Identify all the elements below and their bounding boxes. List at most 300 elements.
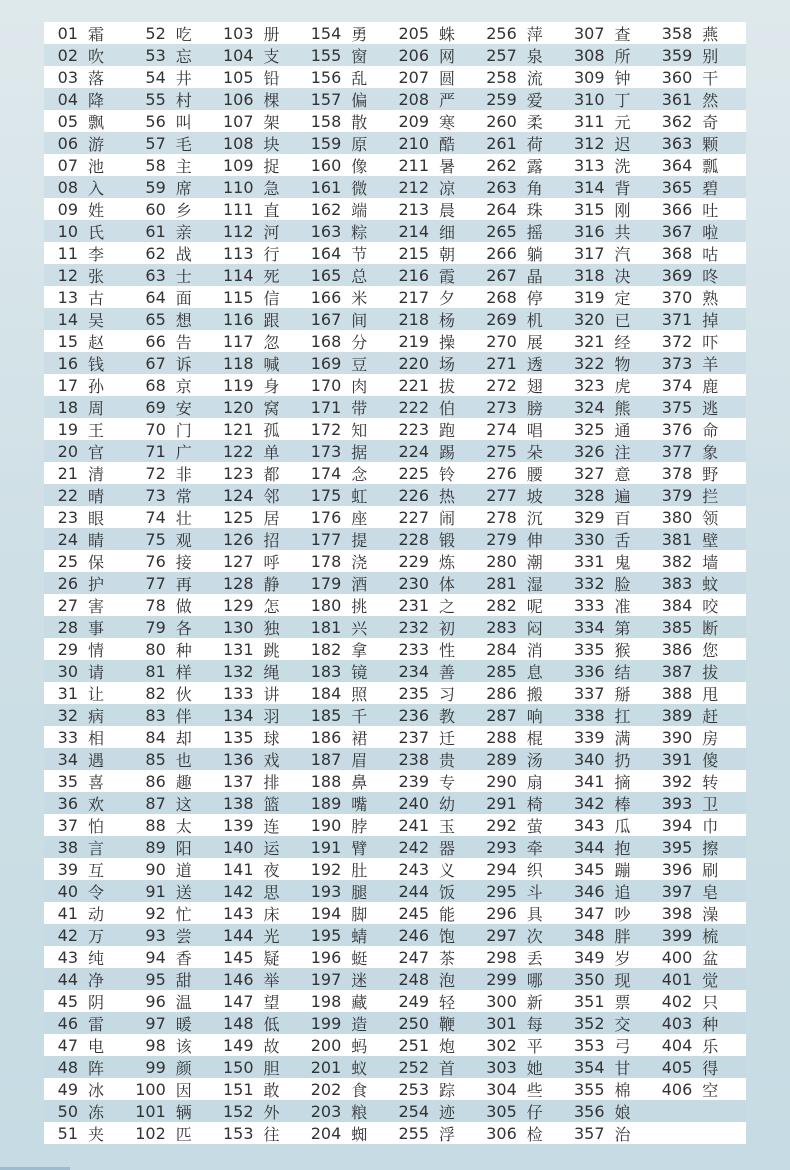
table-cell: [571, 1100, 659, 1122]
char-number: 127: [222, 551, 254, 571]
char-glyph: 伙: [175, 684, 192, 704]
char-glyph: 夹: [88, 1124, 105, 1144]
table-cell: [44, 506, 132, 528]
char-glyph: 朵: [526, 442, 543, 462]
char-number: 11: [57, 243, 78, 263]
table-cell: [395, 550, 483, 572]
table-cell: [658, 352, 746, 374]
table-cell: [132, 1100, 220, 1122]
table-cell: [658, 462, 746, 484]
char-number: 290: [486, 771, 517, 791]
char-number: 377: [661, 441, 693, 461]
table-row: [44, 858, 746, 880]
table-cell: [395, 748, 483, 770]
table-cell: [132, 990, 220, 1012]
char-number: 260: [486, 111, 517, 131]
table-cell: [220, 594, 308, 616]
char-number: 364: [661, 155, 693, 175]
char-number: 307: [573, 23, 605, 43]
table-row: [44, 638, 746, 660]
char-glyph: 流: [526, 68, 543, 88]
table-cell: [44, 616, 132, 638]
table-cell: [483, 682, 571, 704]
char-number: 150: [222, 1057, 254, 1077]
char-glyph: 羽: [263, 706, 280, 726]
char-glyph: 初: [439, 618, 456, 638]
char-glyph: 照: [351, 684, 368, 704]
table-cell: [44, 22, 132, 44]
char-number: 273: [486, 397, 517, 417]
char-glyph: 轻: [439, 992, 456, 1012]
table-cell: [483, 704, 571, 726]
table-cell: [307, 220, 395, 242]
table-cell: [44, 660, 132, 682]
table-cell: [220, 528, 308, 550]
char-number: 204: [310, 1123, 342, 1143]
char-glyph: 铃: [439, 464, 456, 484]
char-number: 49: [57, 1079, 78, 1099]
table-cell: [483, 132, 571, 154]
table-cell: [395, 242, 483, 264]
table-row: [44, 550, 746, 572]
table-cell: [483, 440, 571, 462]
char-glyph: 热: [439, 486, 456, 506]
char-number: 134: [222, 705, 254, 725]
char-number: 238: [398, 749, 429, 769]
char-glyph: 孤: [263, 420, 280, 440]
table-cell: [307, 396, 395, 418]
table-row: [44, 902, 746, 924]
char-number: 131: [222, 639, 254, 659]
char-glyph: 交: [614, 1014, 631, 1034]
char-glyph: 遇: [88, 750, 105, 770]
table-cell: [44, 264, 132, 286]
char-number: 254: [398, 1101, 429, 1121]
char-number: 138: [222, 793, 254, 813]
table-cell: [307, 1078, 395, 1100]
char-glyph: 注: [614, 442, 631, 462]
table-cell: [220, 352, 308, 374]
char-glyph: 定: [614, 288, 631, 308]
char-glyph: 甘: [614, 1058, 631, 1078]
char-glyph: 吹: [88, 46, 105, 66]
char-number: 37: [57, 815, 78, 835]
char-glyph: 念: [351, 464, 368, 484]
table-cell: [395, 1122, 483, 1144]
char-number: 405: [661, 1057, 693, 1077]
table-cell: [658, 198, 746, 220]
char-number: 153: [222, 1123, 254, 1143]
char-glyph: 萍: [526, 24, 543, 44]
char-number: 322: [573, 353, 605, 373]
char-number: 200: [310, 1035, 342, 1055]
char-number: 118: [222, 353, 254, 373]
char-number: 67: [145, 353, 166, 373]
char-glyph: 这: [175, 794, 192, 814]
char-number: 266: [486, 243, 517, 263]
char-glyph: 阴: [88, 992, 105, 1012]
table-cell: [483, 572, 571, 594]
table-cell: [395, 330, 483, 352]
char-glyph: 端: [351, 200, 368, 220]
table-cell: [395, 352, 483, 374]
char-number: 356: [573, 1101, 605, 1121]
char-glyph: 房: [702, 728, 719, 748]
table-cell: [220, 924, 308, 946]
char-glyph: 匹: [175, 1124, 192, 1144]
table-cell: [571, 550, 659, 572]
char-glyph: 都: [263, 464, 280, 484]
char-number: 249: [398, 991, 429, 1011]
char-glyph: 偏: [351, 90, 368, 110]
char-glyph: 氏: [88, 222, 105, 242]
table-cell: [483, 594, 571, 616]
char-glyph: 扛: [614, 706, 631, 726]
char-glyph: 炮: [439, 1036, 456, 1056]
char-glyph: 性: [439, 640, 456, 660]
table-cell: [307, 462, 395, 484]
char-glyph: 诉: [175, 354, 192, 374]
table-cell: [658, 770, 746, 792]
char-glyph: 元: [614, 112, 631, 132]
char-glyph: 窝: [263, 398, 280, 418]
table-cell: [395, 528, 483, 550]
char-number: 288: [486, 727, 517, 747]
char-glyph: 教: [439, 706, 456, 726]
char-number: 93: [145, 925, 166, 945]
char-number: 253: [398, 1079, 429, 1099]
char-glyph: 擦: [702, 838, 719, 858]
char-glyph: 啦: [702, 222, 719, 242]
char-number: 135: [222, 727, 254, 747]
char-number: 115: [222, 287, 254, 307]
char-number: 06: [57, 133, 78, 153]
char-glyph: 迁: [439, 728, 456, 748]
table-cell: [44, 1012, 132, 1034]
table-cell: [483, 286, 571, 308]
table-cell: [658, 990, 746, 1012]
char-number: 41: [57, 903, 78, 923]
char-number: 19: [57, 419, 78, 439]
char-number: 349: [573, 947, 605, 967]
table-cell: [307, 836, 395, 858]
char-number: 04: [57, 89, 78, 109]
table-cell: [658, 726, 746, 748]
char-number: 337: [573, 683, 605, 703]
table-cell: [483, 396, 571, 418]
char-glyph: 茶: [439, 948, 456, 968]
char-glyph: 追: [614, 882, 631, 902]
char-glyph: 细: [439, 222, 456, 242]
table-cell: [658, 550, 746, 572]
char-glyph: 皂: [702, 882, 719, 902]
char-number: 69: [145, 397, 166, 417]
char-number: 136: [222, 749, 254, 769]
char-glyph: 洗: [614, 156, 631, 176]
table-cell: [307, 308, 395, 330]
table-cell: [658, 572, 746, 594]
table-cell: [395, 44, 483, 66]
char-glyph: 蛛: [439, 24, 456, 44]
char-glyph: 册: [263, 24, 280, 44]
table-cell: [571, 396, 659, 418]
table-cell: [220, 154, 308, 176]
table-cell: [395, 792, 483, 814]
char-glyph: 席: [175, 178, 192, 198]
char-glyph: 角: [526, 178, 543, 198]
table-cell: [658, 1034, 746, 1056]
table-row: [44, 286, 746, 308]
table-cell: [44, 726, 132, 748]
table-row: [44, 352, 746, 374]
table-cell: [571, 176, 659, 198]
char-glyph: 该: [175, 1036, 192, 1056]
table-cell: [658, 484, 746, 506]
table-cell: [658, 814, 746, 836]
char-glyph: 壁: [702, 530, 719, 550]
table-cell: [395, 440, 483, 462]
char-number: 376: [661, 419, 693, 439]
char-number: 323: [573, 375, 605, 395]
table-row: [44, 198, 746, 220]
char-glyph: 次: [526, 926, 543, 946]
table-cell: [220, 726, 308, 748]
table-cell: [44, 704, 132, 726]
char-number: 338: [573, 705, 605, 725]
char-glyph: 亲: [175, 222, 192, 242]
table-cell: [307, 198, 395, 220]
char-number: 179: [310, 573, 342, 593]
char-number: 174: [310, 463, 342, 483]
char-glyph: 甩: [702, 684, 719, 704]
table-cell: [307, 704, 395, 726]
char-glyph: 棉: [614, 1080, 631, 1100]
table-cell: [307, 748, 395, 770]
char-number: 369: [661, 265, 693, 285]
char-number: 07: [57, 155, 78, 175]
char-glyph: 唱: [526, 420, 543, 440]
table-row: [44, 396, 746, 418]
char-glyph: 肚: [351, 860, 368, 880]
table-cell: [44, 1100, 132, 1122]
table-row: [44, 946, 746, 968]
char-glyph: 器: [439, 838, 456, 858]
char-glyph: 爱: [526, 90, 543, 110]
char-glyph: 勇: [351, 24, 368, 44]
table-cell: [307, 550, 395, 572]
char-glyph: 澡: [702, 904, 719, 924]
char-number: 71: [145, 441, 166, 461]
char-number: 392: [661, 771, 693, 791]
char-number: 278: [486, 507, 517, 527]
table-cell: [132, 66, 220, 88]
char-glyph: 新: [526, 992, 543, 1012]
char-glyph: 熟: [702, 288, 719, 308]
char-number: 126: [222, 529, 254, 549]
table-cell: [44, 110, 132, 132]
table-cell: [658, 176, 746, 198]
char-number: 120: [222, 397, 254, 417]
table-row: [44, 748, 746, 770]
char-glyph: 凉: [439, 178, 456, 198]
table-cell: [307, 990, 395, 1012]
char-number: 334: [573, 617, 605, 637]
table-cell: [44, 880, 132, 902]
char-glyph: 搬: [526, 684, 543, 704]
char-glyph: 您: [702, 640, 719, 660]
table-cell: [44, 528, 132, 550]
char-number: 62: [145, 243, 166, 263]
char-number: 316: [573, 221, 605, 241]
char-glyph: 吵: [614, 904, 631, 924]
char-glyph: 虹: [351, 486, 368, 506]
char-glyph: 荷: [526, 134, 543, 154]
table-cell: [658, 616, 746, 638]
char-number: 234: [398, 661, 429, 681]
char-number: 56: [145, 111, 166, 131]
char-number: 294: [486, 859, 517, 879]
table-cell: [44, 748, 132, 770]
char-number: 197: [310, 969, 342, 989]
table-cell: [571, 22, 659, 44]
table-cell: [658, 330, 746, 352]
char-glyph: 善: [439, 662, 456, 682]
char-number: 379: [661, 485, 693, 505]
table-cell: [220, 1122, 308, 1144]
char-glyph: 泉: [526, 46, 543, 66]
char-number: 90: [145, 859, 166, 879]
table-cell: [571, 946, 659, 968]
table-cell: [307, 44, 395, 66]
table-cell: [307, 1056, 395, 1078]
char-glyph: 丁: [614, 90, 631, 110]
table-cell: [483, 374, 571, 396]
char-glyph: 决: [614, 266, 631, 286]
table-row: [44, 572, 746, 594]
char-glyph: 鼻: [351, 772, 368, 792]
char-glyph: 迹: [439, 1102, 456, 1122]
char-number: 310: [573, 89, 605, 109]
char-number: 52: [145, 23, 166, 43]
char-glyph: 拿: [351, 640, 368, 660]
table-cell: [571, 198, 659, 220]
table-cell: [132, 682, 220, 704]
char-glyph: 钱: [88, 354, 105, 374]
table-cell: [658, 1078, 746, 1100]
char-number: 281: [486, 573, 517, 593]
char-glyph: 晴: [88, 486, 105, 506]
char-glyph: 严: [439, 90, 456, 110]
char-glyph: 粽: [351, 222, 368, 242]
table-cell: [483, 220, 571, 242]
table-cell: [44, 286, 132, 308]
table-cell: [571, 308, 659, 330]
char-number: 185: [310, 705, 342, 725]
char-glyph: 甜: [175, 970, 192, 990]
char-glyph: 飘: [88, 112, 105, 132]
char-number: 261: [486, 133, 517, 153]
char-glyph: 清: [88, 464, 105, 484]
char-glyph: 弓: [614, 1036, 631, 1056]
table-cell: [44, 330, 132, 352]
char-glyph: 光: [263, 926, 280, 946]
char-number: 76: [145, 551, 166, 571]
char-number: 262: [486, 155, 517, 175]
char-number: 346: [573, 881, 605, 901]
table-row: [44, 770, 746, 792]
char-glyph: 吃: [175, 24, 192, 44]
table-cell: [44, 946, 132, 968]
char-number: 296: [486, 903, 517, 923]
char-number: 267: [486, 265, 517, 285]
table-cell: [483, 1012, 571, 1034]
char-number: 21: [57, 463, 78, 483]
char-glyph: 身: [263, 376, 280, 396]
table-cell: [658, 924, 746, 946]
char-glyph: 种: [702, 1014, 719, 1034]
char-number: 154: [310, 23, 342, 43]
char-number: 222: [398, 397, 429, 417]
table-cell: [483, 924, 571, 946]
table-cell: [395, 132, 483, 154]
char-number: 332: [573, 573, 605, 593]
char-glyph: 行: [263, 244, 280, 264]
char-glyph: 安: [175, 398, 192, 418]
char-glyph: 王: [88, 420, 105, 440]
char-glyph: 送: [175, 882, 192, 902]
char-number: 147: [222, 991, 254, 1011]
table-cell: [571, 880, 659, 902]
char-glyph: 操: [439, 332, 456, 352]
table-row: [44, 792, 746, 814]
char-glyph: 傻: [702, 750, 719, 770]
table-cell: [307, 902, 395, 924]
table-cell: [307, 110, 395, 132]
table-cell: [307, 726, 395, 748]
char-number: 230: [398, 573, 429, 593]
table-cell: [132, 1122, 220, 1144]
table-cell: [571, 374, 659, 396]
table-row: [44, 1078, 746, 1100]
table-cell: [44, 594, 132, 616]
char-glyph: 掰: [614, 684, 631, 704]
char-glyph: 脚: [351, 904, 368, 924]
char-number: 183: [310, 661, 342, 681]
char-glyph: 拦: [702, 486, 719, 506]
char-glyph: 场: [439, 354, 456, 374]
char-number: 293: [486, 837, 517, 857]
char-number: 24: [57, 529, 78, 549]
char-glyph: 躺: [526, 244, 543, 264]
table-cell: [483, 88, 571, 110]
table-cell: [220, 286, 308, 308]
char-glyph: 接: [175, 552, 192, 572]
table-cell: [132, 836, 220, 858]
table-cell: [132, 1012, 220, 1034]
char-glyph: 然: [702, 90, 719, 110]
table-cell: [44, 968, 132, 990]
char-number: 330: [573, 529, 605, 549]
table-cell: [132, 792, 220, 814]
char-glyph: 羊: [702, 354, 719, 374]
char-number: 352: [573, 1013, 605, 1033]
table-cell: [307, 154, 395, 176]
table-cell: [483, 792, 571, 814]
table-cell: [307, 1100, 395, 1122]
char-number: 350: [573, 969, 605, 989]
char-glyph: 招: [263, 530, 280, 550]
char-glyph: 杨: [439, 310, 456, 330]
